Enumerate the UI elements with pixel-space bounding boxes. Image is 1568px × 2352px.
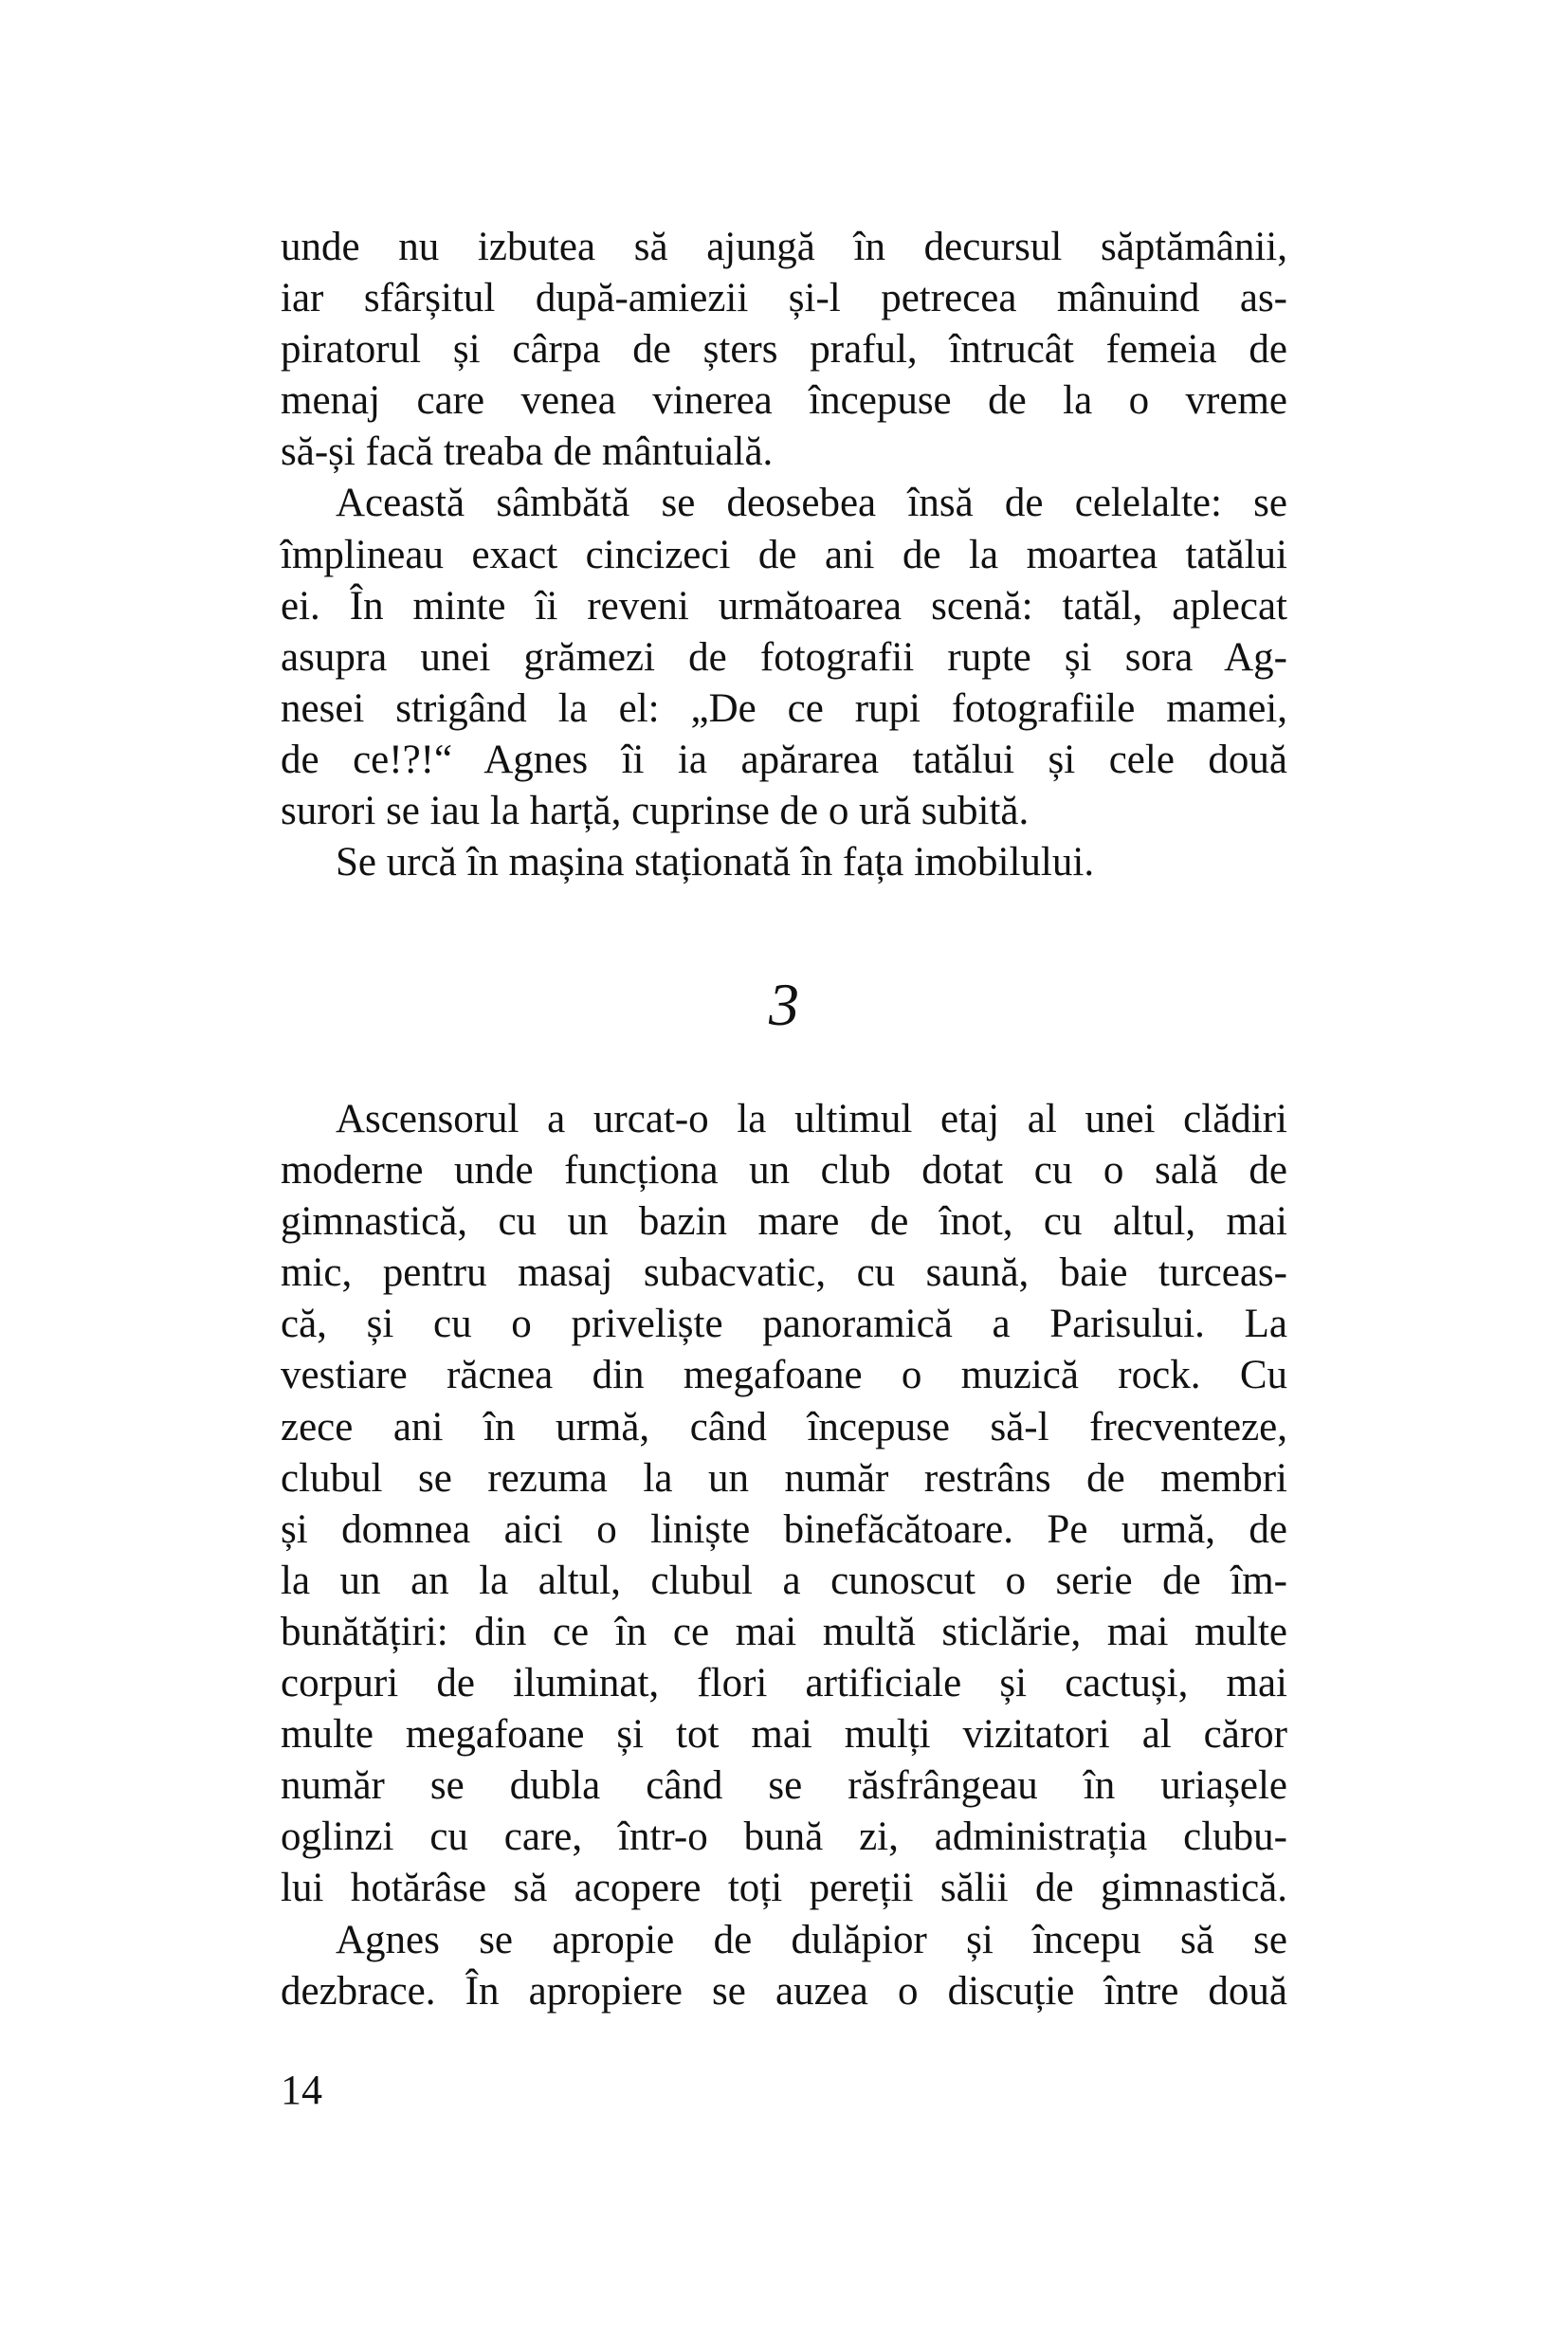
text-block-chapter-3 [281, 1094, 1287, 2017]
text-line: dezbrace. În apropiere se auzea o discuție între două [281, 1968, 1287, 2014]
text-line: oglinzi cu care, într-o bună zi, administrația clubu- [281, 1814, 1287, 1860]
text-line: să-și facă treaba de mântuială. [281, 429, 774, 475]
text-line: și domnea aici o liniște binefăcătoare. Pe urmă, de [281, 1506, 1287, 1552]
text-line: de ce!?!“ Agnes îi ia apărarea tatălui și cele două [281, 737, 1287, 782]
page-number: 14 [281, 2067, 322, 2113]
text-line: Agnes se apropie de dulăpior și începu să se [336, 1917, 1287, 1962]
paragraph [281, 222, 1287, 478]
text-block-before-chapter [281, 222, 1287, 888]
text-line: la un an la altul, clubul a cunoscut o serie de îm- [281, 1558, 1287, 1603]
text-line: bunătățiri: din ce în ce mai multă sticlărie, mai multe [281, 1609, 1287, 1654]
paragraph [281, 478, 1287, 837]
text-line: gimnastică, cu un bazin mare de înot, cu altul, mai [281, 1199, 1287, 1245]
paragraph [281, 1915, 1287, 2017]
text-line: mic, pentru masaj subacvatic, cu saună, baie turceas- [281, 1250, 1287, 1296]
text-line: lui hotărâse să acopere toți pereții sălii de gimnastică. [281, 1866, 1287, 1911]
text-line: vestiare răcnea din megafoane o muzică rock. Cu [281, 1353, 1287, 1398]
text-line: Această sâmbătă se deosebea însă de celelalte: se [336, 481, 1287, 526]
text-line: corpuri de iluminat, flori artificiale și cactuși, mai [281, 1661, 1287, 1706]
text-line: Se urcă în mașina staționată în fața imobilului. [336, 840, 1095, 885]
text-line: zece ani în urmă, când începuse să-l frecventeze, [281, 1404, 1287, 1449]
text-line: asupra unei grămezi de fotografii rupte și sora Ag- [281, 634, 1287, 680]
text-line: nesei strigând la el: „De ce rupi fotografiile mamei, [281, 685, 1287, 731]
text-line: iar sfârșitul după-amiezii și-l petrecea mânuind as- [281, 276, 1287, 321]
text-line: piratorul și cârpa de șters praful, întrucât femeia de [281, 327, 1287, 373]
text-line: că, și cu o priveliște panoramică a Parisului. La [281, 1302, 1287, 1347]
text-line: unde nu izbutea să ajungă în decursul săptămânii, [281, 225, 1287, 269]
paragraph [281, 837, 1287, 888]
text-line: multe megafoane și tot mai mulți vizitatori al căror [281, 1712, 1287, 1758]
text-line: Ascensorul a urcat-o la ultimul etaj al unei clădiri [336, 1097, 1287, 1141]
text-line: clubul se rezuma la un număr restrâns de membri [281, 1455, 1287, 1501]
chapter-number: 3 [769, 971, 799, 1038]
text-line: moderne unde funcționa un club dotat cu o sală de [281, 1148, 1287, 1194]
text-line: ei. În minte îi reveni următoarea scenă: tatăl, aplecat [281, 583, 1287, 629]
text-line: menaj care venea vinerea începuse de la o vreme [281, 378, 1287, 424]
text-line: surori se iau la harță, cuprinse de o ură subită. [281, 789, 1030, 834]
text-line: împlineau exact cincizeci de ani de la moartea tatălui [281, 532, 1287, 577]
paragraph [281, 1094, 1287, 1915]
text-line: număr se dubla când se răsfrângeau în uriașele [281, 1763, 1287, 1809]
